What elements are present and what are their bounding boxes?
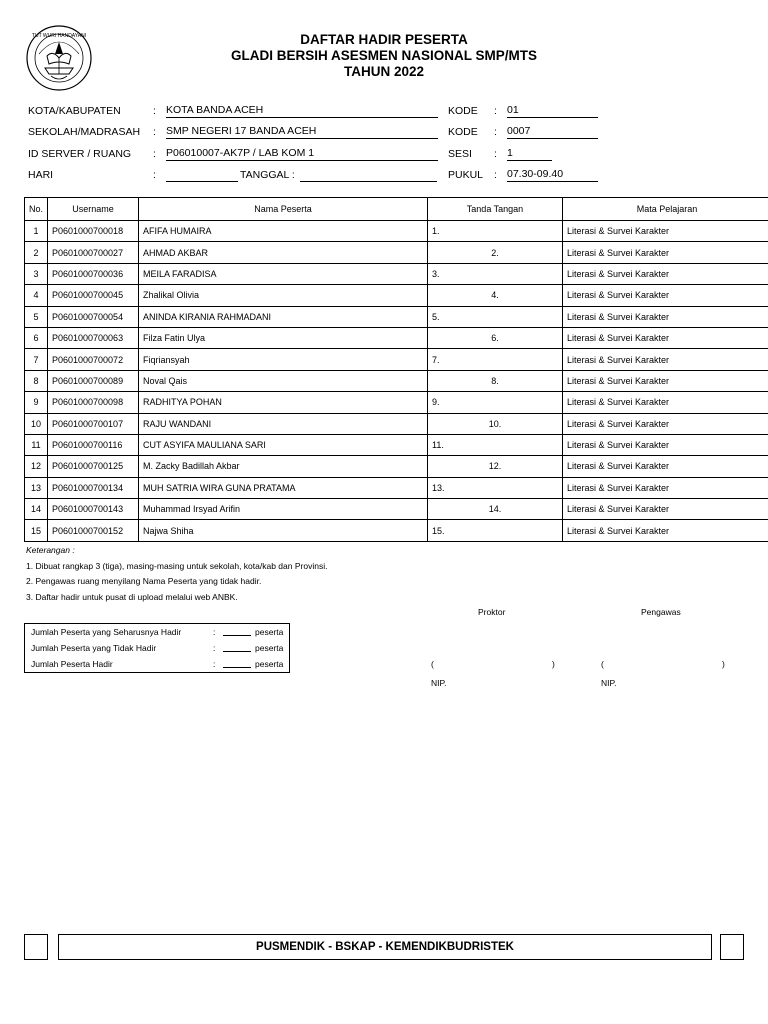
summary-label: Jumlah Peserta yang Seharusnya Hadir bbox=[31, 627, 182, 637]
tanggal-value-blank bbox=[300, 168, 437, 182]
cell-mata-pelajaran: Literasi & Survei Karakter bbox=[563, 263, 768, 284]
table-row bbox=[25, 327, 768, 348]
cell-no: 13 bbox=[25, 477, 48, 498]
kota-colon: : bbox=[153, 105, 156, 117]
cell-mata-pelajaran: Literasi & Survei Karakter bbox=[563, 456, 768, 477]
table-row bbox=[25, 242, 768, 263]
cell-nama: Muhammad Irsyad Arifin bbox=[139, 499, 428, 520]
cell-nama: RADHITYA POHAN bbox=[139, 392, 428, 413]
cell-no: 4 bbox=[25, 285, 48, 306]
kode2-value: 0007 bbox=[507, 125, 598, 139]
cell-username: P0601000700027 bbox=[48, 242, 139, 263]
sekolah-label: SEKOLAH/MADRASAH bbox=[28, 126, 141, 138]
proktor-open-paren: ( bbox=[431, 659, 434, 669]
server-label: ID SERVER / RUANG bbox=[28, 148, 132, 160]
hari-colon: : bbox=[153, 169, 156, 181]
cell-no: 15 bbox=[25, 520, 48, 541]
cell-tanda-tangan[interactable]: 14. bbox=[428, 499, 563, 520]
cell-nama: MUH SATRIA WIRA GUNA PRATAMA bbox=[139, 477, 428, 498]
cell-tanda-tangan[interactable]: 6. bbox=[428, 327, 563, 348]
sekolah-colon: : bbox=[153, 126, 156, 138]
cell-mata-pelajaran: Literasi & Survei Karakter bbox=[563, 285, 768, 306]
sesi-colon: : bbox=[494, 148, 497, 160]
header-nama: Nama Peserta bbox=[139, 198, 428, 221]
kode1-value: 01 bbox=[507, 104, 598, 118]
note-item: 2. Pengawas ruang menyilang Nama Peserta yang tidak hadir. bbox=[26, 576, 262, 586]
header-no: No. bbox=[25, 198, 48, 221]
tut-wuri-handayani-logo bbox=[25, 24, 93, 92]
cell-mata-pelajaran: Literasi & Survei Karakter bbox=[563, 477, 768, 498]
cell-username: P0601000700125 bbox=[48, 456, 139, 477]
cell-username: P0601000700143 bbox=[48, 499, 139, 520]
cell-tanda-tangan[interactable]: 13. bbox=[428, 477, 563, 498]
cell-username: P0601000700072 bbox=[48, 349, 139, 370]
cell-username: P0601000700045 bbox=[48, 285, 139, 306]
header-username: Username bbox=[48, 198, 139, 221]
kota-value: KOTA BANDA ACEH bbox=[166, 104, 438, 118]
table-row bbox=[25, 306, 768, 327]
tanggal-label: TANGGAL : bbox=[240, 169, 295, 181]
cell-nama: M. Zacky Badillah Akbar bbox=[139, 456, 428, 477]
cell-nama: MEILA FARADISA bbox=[139, 263, 428, 284]
cell-no: 5 bbox=[25, 306, 48, 327]
cell-no: 14 bbox=[25, 499, 48, 520]
proktor-label: Proktor bbox=[478, 607, 506, 617]
table-row bbox=[25, 263, 768, 284]
summary-colon: : bbox=[213, 643, 216, 653]
cell-no: 11 bbox=[25, 434, 48, 455]
cell-nama: Filza Fatin Ulya bbox=[139, 327, 428, 348]
cell-nama: CUT ASYIFA MAULIANA SARI bbox=[139, 434, 428, 455]
cell-nama: Noval Qais bbox=[139, 370, 428, 391]
sesi-label: SESI bbox=[448, 148, 472, 160]
table-row bbox=[25, 434, 768, 455]
table-row bbox=[25, 499, 768, 520]
cell-no: 3 bbox=[25, 263, 48, 284]
sekolah-value: SMP NEGERI 17 BANDA ACEH bbox=[166, 125, 438, 139]
cell-nama: AHMAD AKBAR bbox=[139, 242, 428, 263]
cell-no: 6 bbox=[25, 327, 48, 348]
cell-mata-pelajaran: Literasi & Survei Karakter bbox=[563, 499, 768, 520]
cell-tanda-tangan[interactable]: 12. bbox=[428, 456, 563, 477]
kode2-label: KODE bbox=[448, 126, 478, 138]
cell-nama: ANINDA KIRANIA RAHMADANI bbox=[139, 306, 428, 327]
kode1-label: KODE bbox=[448, 105, 478, 117]
cell-username: P0601000700116 bbox=[48, 434, 139, 455]
summary-row bbox=[31, 625, 287, 639]
table-header-row bbox=[25, 198, 768, 221]
cell-no: 1 bbox=[25, 221, 48, 242]
summary-colon: : bbox=[213, 627, 216, 637]
pengawas-nip: NIP. bbox=[601, 678, 617, 688]
footer-left-box bbox=[24, 934, 48, 960]
kode2-colon: : bbox=[494, 126, 497, 138]
footer-banner: PUSMENDIK - BSKAP - KEMENDIKBUDRISTEK bbox=[58, 934, 712, 960]
cell-tanda-tangan[interactable]: 5. bbox=[428, 306, 563, 327]
sesi-value: 1 bbox=[507, 147, 552, 161]
cell-mata-pelajaran: Literasi & Survei Karakter bbox=[563, 413, 768, 434]
cell-tanda-tangan[interactable]: 7. bbox=[428, 349, 563, 370]
cell-mata-pelajaran: Literasi & Survei Karakter bbox=[563, 242, 768, 263]
cell-mata-pelajaran: Literasi & Survei Karakter bbox=[563, 349, 768, 370]
summary-unit: peserta bbox=[255, 659, 284, 669]
svg-text:TUT WURI HANDAYANI: TUT WURI HANDAYANI bbox=[31, 33, 87, 39]
cell-mata-pelajaran: Literasi & Survei Karakter bbox=[563, 520, 768, 541]
cell-username: P0601000700089 bbox=[48, 370, 139, 391]
summary-label: Jumlah Peserta yang Tidak Hadir bbox=[31, 643, 157, 653]
kota-label: KOTA/KABUPATEN bbox=[28, 105, 121, 117]
cell-no: 9 bbox=[25, 392, 48, 413]
cell-tanda-tangan[interactable]: 1. bbox=[428, 221, 563, 242]
table-row bbox=[25, 370, 768, 391]
cell-mata-pelajaran: Literasi & Survei Karakter bbox=[563, 221, 768, 242]
table-row bbox=[25, 392, 768, 413]
proktor-close-paren: ) bbox=[552, 659, 555, 669]
summary-blank[interactable] bbox=[223, 635, 251, 636]
summary-unit: peserta bbox=[255, 627, 284, 637]
cell-nama: Najwa Shiha bbox=[139, 520, 428, 541]
table-row bbox=[25, 221, 768, 242]
summary-blank[interactable] bbox=[223, 667, 251, 668]
server-colon: : bbox=[153, 148, 156, 160]
title-line-1: DAFTAR HADIR PESERTA bbox=[300, 32, 468, 47]
cell-mata-pelajaran: Literasi & Survei Karakter bbox=[563, 392, 768, 413]
cell-tanda-tangan[interactable]: 10. bbox=[428, 413, 563, 434]
attendance-summary-box bbox=[24, 623, 290, 673]
summary-label: Jumlah Peserta Hadir bbox=[31, 659, 113, 669]
cell-username: P0601000700152 bbox=[48, 520, 139, 541]
kode1-colon: : bbox=[494, 105, 497, 117]
cell-username: P0601000700107 bbox=[48, 413, 139, 434]
note-item: 3. Daftar hadir untuk pusat di upload melalui web ANBK. bbox=[26, 592, 238, 602]
cell-mata-pelajaran: Literasi & Survei Karakter bbox=[563, 327, 768, 348]
cell-username: P0601000700134 bbox=[48, 477, 139, 498]
cell-tanda-tangan[interactable]: 9. bbox=[428, 392, 563, 413]
pengawas-label: Pengawas bbox=[641, 607, 681, 617]
pukul-colon: : bbox=[494, 169, 497, 181]
notes-title: Keterangan : bbox=[26, 545, 75, 555]
cell-mata-pelajaran: Literasi & Survei Karakter bbox=[563, 434, 768, 455]
cell-no: 7 bbox=[25, 349, 48, 370]
summary-unit: peserta bbox=[255, 643, 284, 653]
cell-username: P0601000700054 bbox=[48, 306, 139, 327]
table-row bbox=[25, 349, 768, 370]
cell-tanda-tangan[interactable]: 11. bbox=[428, 434, 563, 455]
summary-row bbox=[31, 641, 287, 655]
table-row bbox=[25, 413, 768, 434]
cell-tanda-tangan[interactable]: 3. bbox=[428, 263, 563, 284]
table-row bbox=[25, 477, 768, 498]
cell-tanda-tangan[interactable]: 2. bbox=[428, 242, 563, 263]
pukul-value: 07.30-09.40 bbox=[507, 168, 598, 182]
cell-mata-pelajaran: Literasi & Survei Karakter bbox=[563, 306, 768, 327]
table-row bbox=[25, 520, 768, 541]
cell-username: P0601000700063 bbox=[48, 327, 139, 348]
cell-nama: Fiqriansyah bbox=[139, 349, 428, 370]
hari-value-blank bbox=[166, 168, 238, 182]
pukul-label: PUKUL bbox=[448, 169, 484, 181]
cell-nama: RAJU WANDANI bbox=[139, 413, 428, 434]
cell-no: 12 bbox=[25, 456, 48, 477]
attendance-table bbox=[24, 197, 768, 542]
table-row bbox=[25, 285, 768, 306]
server-value: P06010007-AK7P / LAB KOM 1 bbox=[166, 147, 438, 161]
cell-no: 8 bbox=[25, 370, 48, 391]
header-mata-pelajaran: Mata Pelajaran bbox=[563, 198, 768, 221]
summary-blank[interactable] bbox=[223, 651, 251, 652]
cell-username: P0601000700036 bbox=[48, 263, 139, 284]
pengawas-close-paren: ) bbox=[722, 659, 725, 669]
pengawas-open-paren: ( bbox=[601, 659, 604, 669]
summary-colon: : bbox=[213, 659, 216, 669]
cell-nama: Zhalikal Olivia bbox=[139, 285, 428, 306]
note-item: 1. Dibuat rangkap 3 (tiga), masing-masing untuk sekolah, kota/kab dan Provinsi. bbox=[26, 561, 328, 571]
cell-nama: AFIFA HUMAIRA bbox=[139, 221, 428, 242]
cell-username: P0601000700098 bbox=[48, 392, 139, 413]
cell-no: 10 bbox=[25, 413, 48, 434]
cell-no: 2 bbox=[25, 242, 48, 263]
proktor-nip: NIP. bbox=[431, 678, 447, 688]
hari-label: HARI bbox=[28, 169, 54, 181]
cell-username: P0601000700018 bbox=[48, 221, 139, 242]
header-tanda-tangan: Tanda Tangan bbox=[428, 198, 563, 221]
cell-mata-pelajaran: Literasi & Survei Karakter bbox=[563, 370, 768, 391]
title-line-2: GLADI BERSIH ASESMEN NASIONAL SMP/MTS bbox=[230, 48, 538, 63]
summary-row bbox=[31, 657, 287, 671]
cell-tanda-tangan[interactable]: 8. bbox=[428, 370, 563, 391]
table-row bbox=[25, 456, 768, 477]
footer-right-box bbox=[720, 934, 744, 960]
cell-tanda-tangan[interactable]: 15. bbox=[428, 520, 563, 541]
cell-tanda-tangan[interactable]: 4. bbox=[428, 285, 563, 306]
title-line-3: TAHUN 2022 bbox=[343, 64, 425, 79]
